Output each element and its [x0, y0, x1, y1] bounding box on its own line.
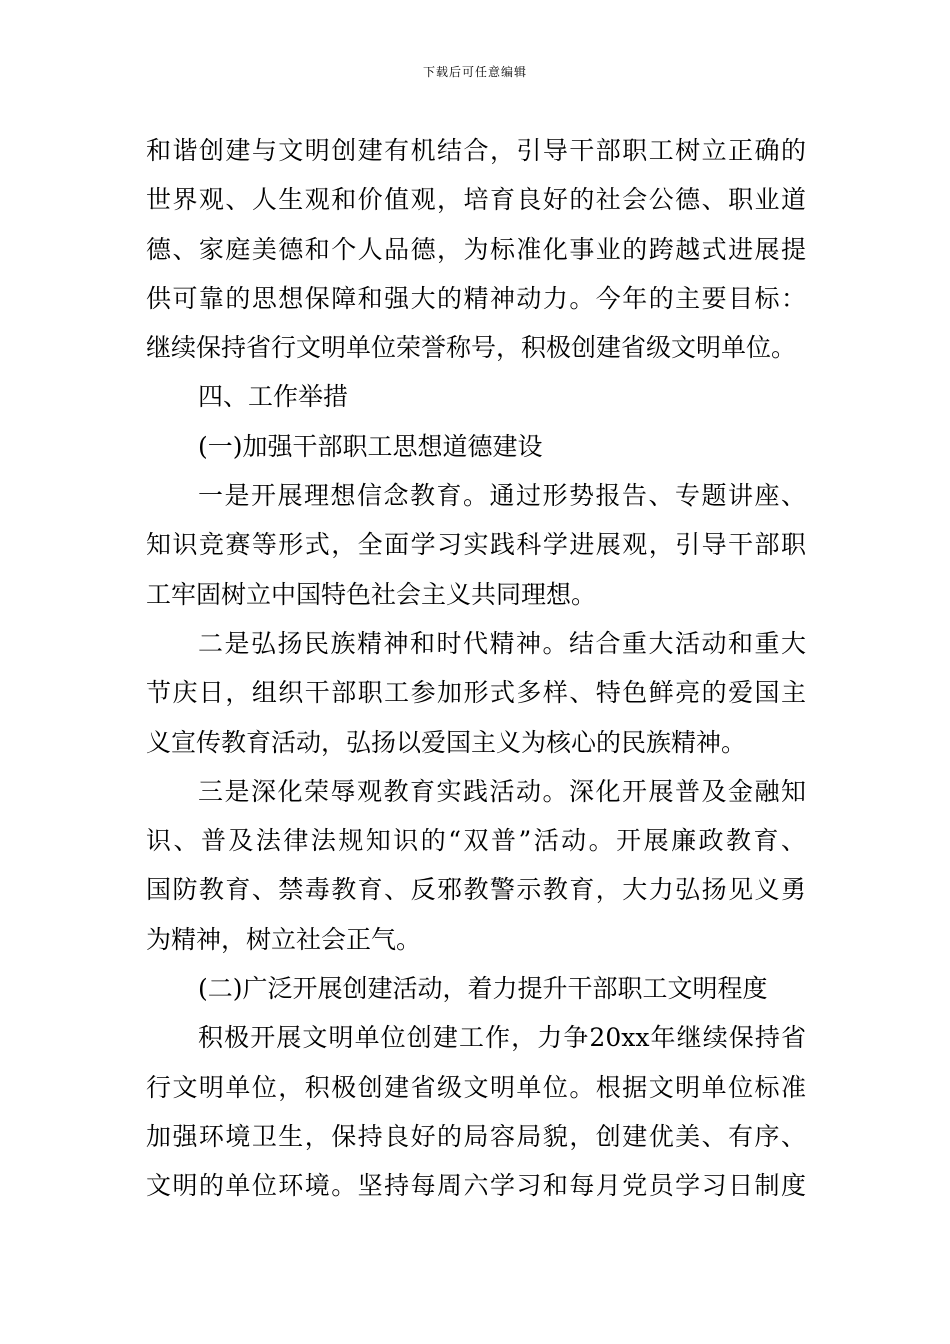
text-line: 工牢固树立中国特色社会主义共同理想。	[146, 579, 597, 609]
text-line: 二是弘扬民族精神和时代精神。结合重大活动和重大	[198, 628, 806, 658]
text-line: 文明的单位环境。坚持每周六学习和每月党员学习日制度	[146, 1171, 806, 1201]
text-line: 节庆日，组织干部职工参加形式多样、特色鲜亮的爱国主	[146, 678, 806, 708]
text-line: 行文明单位，积极创建省级文明单位。根据文明单位标准	[146, 1072, 806, 1102]
text-line: 继续保持省行文明单位荣誉称号，积极创建省级文明单位。	[146, 333, 797, 363]
text-line: 国防教育、禁毒教育、反邪教警示教育，大力弘扬见义勇	[146, 875, 806, 905]
subsection-heading: (二)广泛开展创建活动，着力提升干部职工文明程度	[198, 974, 768, 1004]
page-header-note: 下载后可任意编辑	[422, 65, 527, 79]
subsection-heading: (一)加强干部职工思想道德建设	[198, 431, 543, 461]
section-heading: 四、工作举措	[198, 382, 349, 412]
text-line: 加强环境卫生，保持良好的局容局貌，创建优美、有序、	[146, 1121, 806, 1151]
text-line: 德、家庭美德和个人品德，为标准化事业的跨越式进展提	[146, 234, 806, 264]
text-line: 和谐创建与文明创建有机结合，引导干部职工树立正确的	[146, 136, 806, 165]
text-line: 知识竞赛等形式，全面学习实践科学进展观，引导干部职	[146, 530, 806, 560]
text-line: 义宣传教育活动，弘扬以爱国主义为核心的民族精神。	[146, 727, 747, 757]
text-line: 积极开展文明单位创建工作，力争20xx年继续保持省	[198, 1023, 806, 1053]
document-body	[146, 126, 806, 1211]
text-line: 识、普及法律法规知识的“双普”活动。开展廉政教育、	[146, 826, 806, 856]
text-line: 供可靠的思想保障和强大的精神动力。今年的主要目标：	[146, 283, 806, 313]
text-line: 一是开展理想信念教育。通过形势报告、专题讲座、	[198, 481, 806, 511]
text-line: 世界观、人生观和价值观，培育良好的社会公德、职业道	[146, 185, 806, 215]
text-line: 三是深化荣辱观教育实践活动。深化开展普及金融知	[198, 776, 806, 806]
text-line: 为精神，树立社会正气。	[146, 924, 422, 954]
